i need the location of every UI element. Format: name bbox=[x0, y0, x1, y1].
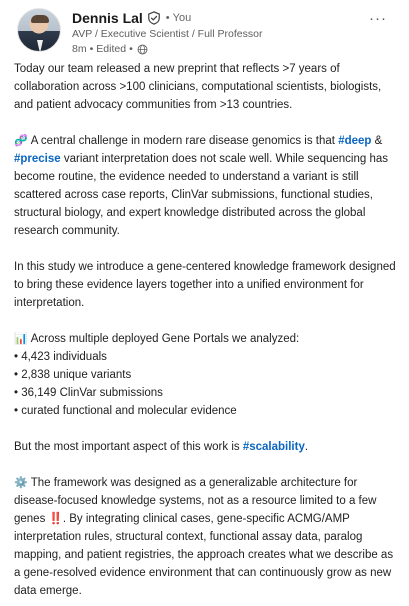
avatar[interactable] bbox=[17, 8, 61, 52]
dna-icon: 🧬 bbox=[14, 135, 28, 147]
list-item: • 4,423 individuals bbox=[14, 351, 107, 363]
gear-icon: ⚙️ bbox=[14, 477, 28, 489]
analysis-intro-line bbox=[14, 330, 399, 348]
paragraph-architecture bbox=[14, 474, 399, 600]
author-meta bbox=[72, 9, 359, 55]
edited-label: Edited bbox=[96, 43, 127, 55]
hashtag-deep[interactable]: #deep bbox=[338, 135, 372, 147]
verified-shield-icon bbox=[147, 11, 161, 25]
name-row bbox=[72, 9, 359, 26]
globe-icon bbox=[137, 44, 148, 55]
relation-label: You bbox=[172, 11, 192, 24]
double-exclamation-icon: ‼️ bbox=[48, 513, 63, 525]
challenge-text-pre: A central challenge in modern rare disease genomics is that bbox=[30, 135, 339, 147]
challenge-text-post: variant interpretation does not scale well. While sequencing has become routine, the evidence needed to understand a variant is still scattered across case reports, ClinVar submissions, functional studies, structural biology, and expert knowledge distributed across the global research community. bbox=[14, 153, 388, 237]
paragraph-intro: Today our team released a new preprint that reflects >7 years of collaboration across >100 clinicians, computational scientists, biologists, and patient advocacy communities from >13 countries. bbox=[14, 63, 382, 111]
scalability-text-pre: But the most important aspect of this work is bbox=[14, 441, 243, 453]
list-item: • 2,838 unique variants bbox=[14, 369, 132, 381]
post-header bbox=[14, 0, 399, 56]
time-separator-1: • bbox=[89, 43, 94, 55]
scalability-text-post: . bbox=[304, 441, 309, 453]
author-headline: AVP / Executive Scientist / Full Professor bbox=[72, 28, 263, 40]
paragraph-scalability bbox=[14, 438, 399, 456]
architecture-text-pre: The framework was designed as a generalizable architecture for disease-focused knowledge systems, not as a resource limited to a few genes bbox=[14, 477, 377, 525]
author-name[interactable]: Dennis Lal bbox=[72, 9, 143, 26]
name-separator: • bbox=[165, 11, 170, 24]
post-body bbox=[14, 60, 399, 600]
list-item: • 36,149 ClinVar submissions bbox=[14, 387, 163, 399]
paragraph-analysis bbox=[14, 330, 399, 420]
architecture-text-post: . By integrating clinical cases, gene-specific ACMG/AMP interpretation rules, structural context, functional assay data, paralog mapping, and patient registries, the approach creates what we describe as a gene-resolved evidence environment that can continuously grow as new data emerge. bbox=[14, 513, 394, 597]
avatar-hair bbox=[31, 15, 49, 23]
avatar-shirt bbox=[37, 40, 43, 52]
bar-chart-icon: 📊 bbox=[14, 333, 28, 345]
hashtag-precise[interactable]: #precise bbox=[14, 153, 61, 165]
post-time: 8m bbox=[72, 43, 87, 55]
hashtag-scalability[interactable]: #scalability bbox=[242, 441, 305, 453]
paragraph-framework-intro: In this study we introduce a gene-centered knowledge framework designed to bring these evidence layers together into a unified environment for interpretation. bbox=[14, 261, 396, 309]
time-row bbox=[72, 43, 359, 55]
list-item: • curated functional and molecular evidence bbox=[14, 405, 237, 417]
paragraph-challenge bbox=[14, 132, 399, 240]
more-options-button[interactable]: ··· bbox=[369, 10, 387, 27]
time-separator-2: • bbox=[129, 43, 133, 55]
analysis-intro: Across multiple deployed Gene Portals we analyzed: bbox=[30, 333, 300, 345]
challenge-amp: & bbox=[371, 135, 383, 147]
